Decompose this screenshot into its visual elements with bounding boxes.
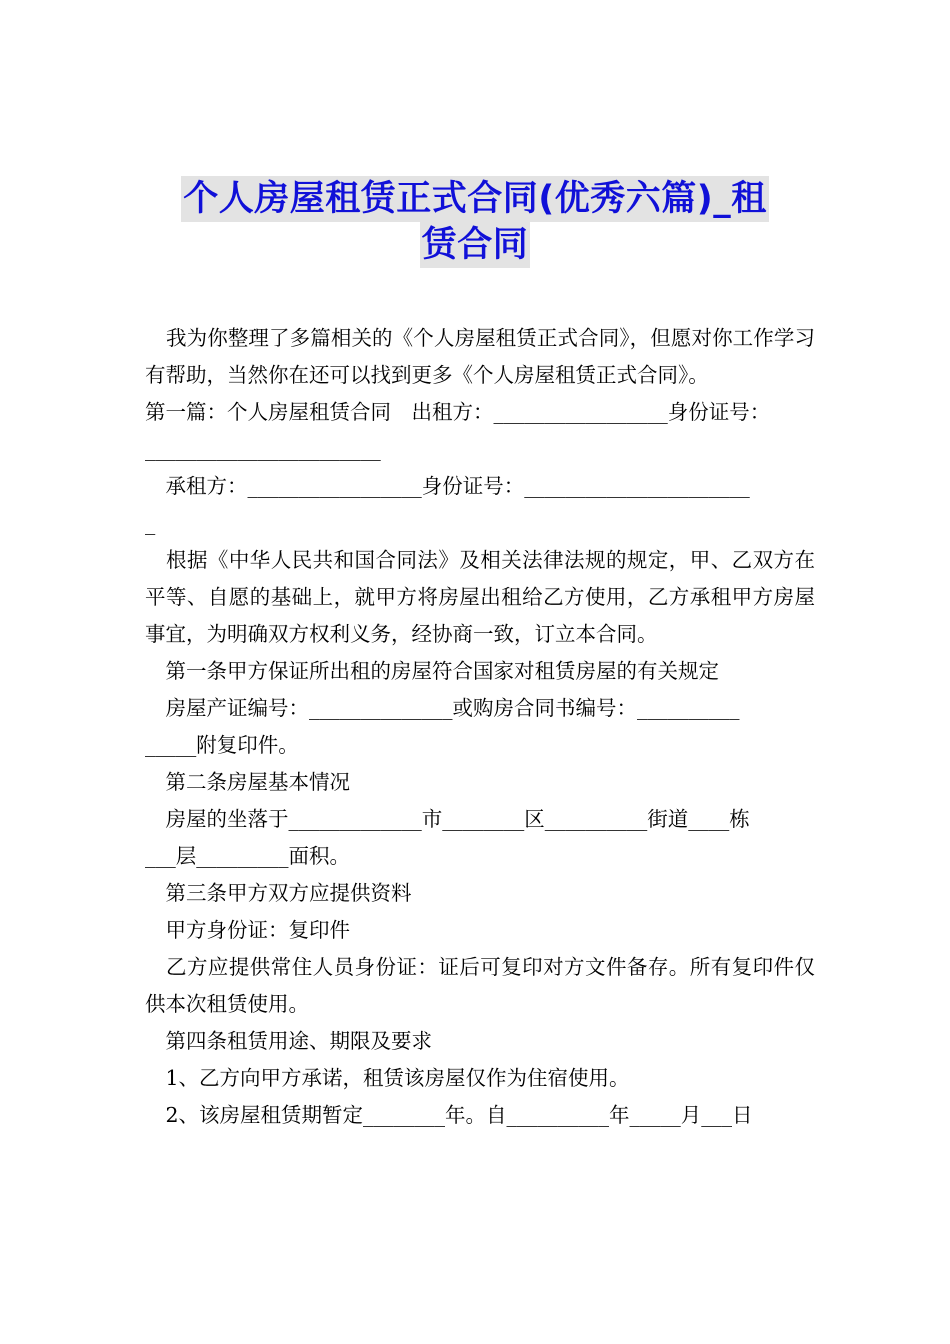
article-2-title: 第二条房屋基本情况	[145, 770, 350, 794]
article-3-item-b: 乙方应提供常住人员身份证：证后可复印对方文件备存。所有复印件仅供本次租赁使用。	[145, 955, 815, 1016]
lessee-line-cont: _	[145, 511, 156, 535]
document-title	[0, 176, 950, 268]
article-1-cert: 房屋产证编号：______________或购房合同书编号：__________	[145, 696, 740, 720]
intro-paragraph: 我为你整理了多篇相关的《个人房屋租赁正式合同》，但愿对你工作学习有帮助，当然你在还可以找到更多《个人房屋租赁正式合同》。	[145, 326, 815, 387]
basis-paragraph: 根据《中华人民共和国合同法》及相关法律法规的规定，甲、乙双方在平等、自愿的基础上，就甲方将房屋出租给乙方使用，乙方承租甲方房屋事宜，为明确双方权利义务，经协商一致，订立本合同。	[145, 548, 815, 646]
article-4-item-2: 2、该房屋租赁期暂定________年。自__________年_____月___日	[145, 1103, 753, 1127]
article-1-cert-cont: _____附复印件。	[145, 733, 299, 757]
first-article-blank: _______________________	[145, 437, 381, 461]
first-article-line: 第一篇：个人房屋租赁合同 出租方：_________________身份证号：	[145, 400, 771, 424]
article-1-title: 第一条甲方保证所出租的房屋符合国家对租赁房屋的有关规定	[145, 659, 719, 683]
article-3-title: 第三条甲方双方应提供资料	[145, 881, 412, 905]
article-2-location-cont: ___层_________面积。	[145, 844, 350, 868]
title-line-1: 个人房屋租赁正式合同(优秀六篇)_租	[181, 176, 769, 222]
document-body	[145, 320, 815, 1134]
article-2-location: 房屋的坐落于_____________市________区__________街道____栋	[145, 807, 750, 831]
article-4-title: 第四条租赁用途、期限及要求	[145, 1029, 432, 1053]
title-line-2: 赁合同	[420, 222, 531, 268]
article-3-item-a: 甲方身份证：复印件	[145, 918, 350, 942]
article-4-item-1: 1、乙方向甲方承诺，租赁该房屋仅作为住宿使用。	[145, 1066, 630, 1090]
lessee-line: 承租方：_________________身份证号：______________________	[145, 474, 750, 498]
